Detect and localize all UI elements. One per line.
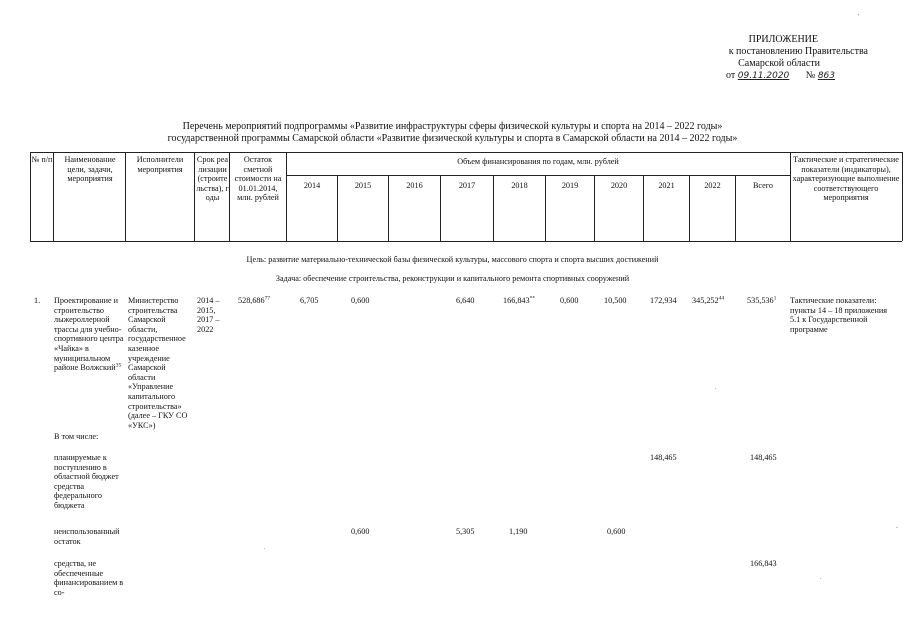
subrow-2015: 0,600 [351,527,370,536]
year-2019: 2019 [561,181,579,190]
row-2019: 0,600 [560,296,579,305]
appendix-line3: Самарской области [738,58,820,69]
year-2020: 2020 [610,181,628,190]
row-rest-footnote: 77 [264,295,271,302]
col-name-header: Наименование цели, задачи, мероприятия [64,155,116,184]
appendix-title: ПРИЛОЖЕНИЕ [748,34,818,45]
subrow-total: 148,465 [750,453,777,462]
row-2020: 10,500 [604,296,627,305]
row-rest [238,296,270,306]
year-2016: 2016 [406,181,423,190]
row-indicators: Тактические показатели: пункты 14 – 18 приложения 5.1 к Государственной программе [790,296,888,334]
row-name [54,296,126,373]
row-2015: 0,600 [351,296,370,305]
scan-mark: . [820,575,822,581]
col-rest-header: Остаток сметной стоимости на 01.01.2014, млн. рублей [234,155,282,203]
number-label: № [805,70,816,81]
scan-mark: . [264,545,266,551]
row-2022-value: 345,252 [692,296,719,305]
col-term-header: Срок реализации (строительства), годы [196,155,229,203]
subrow-2021: 148,465 [650,453,677,462]
row-2022-footnote: 44 [718,295,725,302]
subrow-total: 166,843 [750,559,777,568]
year-2018: 2018 [511,181,528,190]
appendix-date-line [726,70,835,82]
year-2014: 2014 [303,181,321,190]
row-term: 2014 – 2015, 2017 – 2022 [197,296,220,334]
appendix-line2: к постановлению Правительства [728,46,868,57]
col-funding-header: Объем финансирования по годам, млн. рублей [457,157,619,166]
task-text: Задача: обеспечение строительства, реконструкции и капитального ремонта спортивных сооружений [275,274,630,283]
col-num-header: № п/п [31,155,53,164]
year-2022: 2022 [704,181,721,190]
year-total: Всего [752,181,774,190]
year-2015: 2015 [354,181,372,190]
subrow-2018: 1,190 [509,527,528,536]
year-2021: 2021 [658,181,675,190]
year-2017: 2017 [458,181,476,190]
row-2018-footnote: ** [529,295,536,302]
row-total-footnote: 1 [773,295,777,302]
scan-mark: ' [858,14,860,20]
signed-number: 863 [817,71,836,81]
col-indicators-header: Тактические и стратегические показатели (индикаторы), характеризующие выполнение соответствующего мероприятия [792,155,900,203]
row-total [747,296,776,306]
col-exec-header: Исполнители мероприятия [136,155,184,174]
row-2022 [692,296,724,306]
subrow-name: неиспользованный остаток [54,527,120,546]
row-name-text: Проектирование и строительство лыжероллерной трассы для учебно-спортивного центра «Чайка» в муниципальном районе Волжский [54,296,124,373]
subrow-name: планируемые к поступлению в областной бюджет средства федерального бюджета [54,453,119,510]
row-2018-value: 166,843 [503,296,530,305]
row-2014: 6,705 [300,296,319,305]
row-2017: 6,640 [456,296,475,305]
subrow-2020: 0,600 [607,527,626,536]
row-total-value: 535,536 [747,296,774,305]
subrow-2017: 5,305 [456,527,475,536]
row-number: 1. [34,296,41,305]
row-name-footnote: 35 [115,362,122,369]
subrow-name: средства, не обеспеченные финансированием в со- [54,559,124,597]
scan-mark: . [715,385,717,391]
row-2021: 172,934 [650,296,677,305]
row-rest-value: 528,686 [238,296,265,305]
row-2018 [503,296,535,306]
including-label: В том числе: [54,432,99,441]
document-title-line2: государственной программы Самарской области «Развитие физической культуры и спорта в Самарской области на 2014 – 2022 годы» [167,133,738,144]
signed-date: 09.11.2020 [737,71,790,81]
scan-mark: - [896,525,898,531]
from-label: от [726,70,736,81]
document-title-line1: Перечень мероприятий подпрограммы «Развитие инфраструктуры сферы физической культуры и спорта на 2014 – 2022 годы» [182,121,723,132]
goal-text: Цель: развитие материально-технической базы физической культуры, массового спорта и спорта высших достижений [246,255,659,264]
row-executor: Министерство строительства Самарской области, государственное казенное учреждение Самарской области «Управление капитального строительства» (далее – ГКУ СО «УКС») [128,296,188,430]
